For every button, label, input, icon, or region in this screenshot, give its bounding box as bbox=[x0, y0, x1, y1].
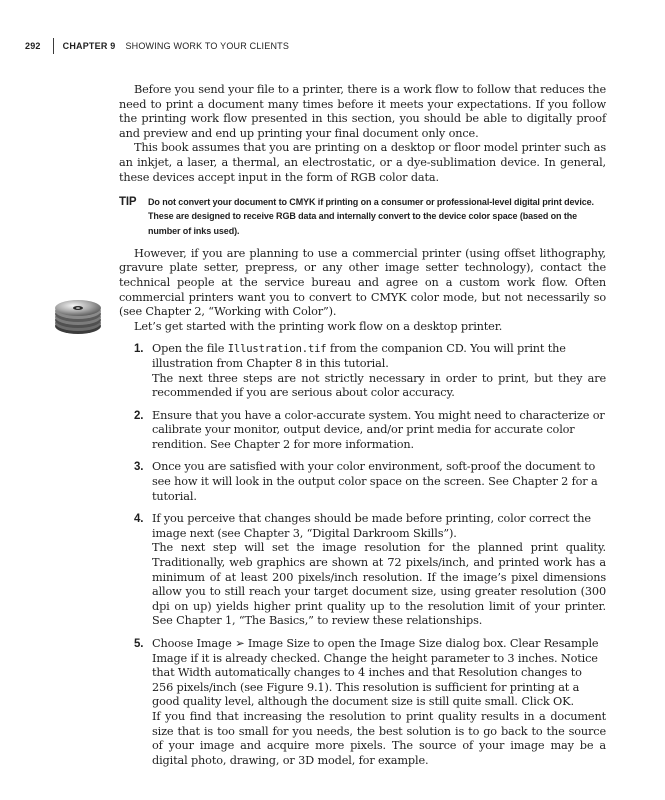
step-text: Open the file bbox=[152, 342, 228, 356]
cd-stack-icon bbox=[53, 289, 103, 337]
list-item bbox=[119, 342, 606, 371]
list-item bbox=[119, 512, 606, 541]
list-item bbox=[119, 460, 606, 504]
header-divider bbox=[53, 38, 54, 54]
page-body bbox=[119, 83, 606, 768]
paragraph: Let’s get started with the printing work flow on a desktop printer. bbox=[134, 319, 503, 333]
numbered-steps bbox=[119, 342, 606, 768]
step-text: Once you are satisfied with your color environment, soft-proof the document to see how it will look in the output color space on the screen. See Chapter 2 for a tutorial. bbox=[152, 460, 598, 503]
chapter-label: CHAPTER 9 bbox=[62, 41, 116, 51]
chapter-title: SHOWING WORK TO YOUR CLIENTS bbox=[125, 41, 290, 51]
step-number: 4. bbox=[134, 513, 144, 526]
list-item bbox=[119, 637, 606, 710]
step-note: If you find that increasing the resolution to print quality results in a document size that is too small for you needs, the best solution is to go back to the source of your image and acquire more pixels. The source of your image may be a digital photo, drawing, or 3D model, for example. bbox=[152, 709, 606, 767]
step-note: The next step will set the image resolution for the planned print quality. Traditionally, web graphics are shown at 72 pixels/inch, and printed work has a minimum of at least 200 pixels/inch resolution. If the image’s pixel dimensions allow you to still reach your target document size, using greater resolution (300 dpi on up) yields higher print quality up to the resolution limit of your printer. See Chapter 1, “The Basics,” to review these relationships. bbox=[152, 541, 606, 628]
tip-text: Do not convert your document to CMYK if printing on a consumer or professional-level digital print device. These are designed to receive RGB data and internally convert to the device color space (based on the number of inks used). bbox=[148, 197, 594, 236]
page-number: 292 bbox=[25, 41, 41, 51]
step-number: 3. bbox=[134, 461, 144, 474]
tip-label: TIP bbox=[119, 196, 137, 209]
file-name: Illustration.tif bbox=[227, 343, 327, 356]
step-text: If you perceive that changes should be made before printing, color correct the image next (see Chapter 3, “Digital Darkroom Skills”). bbox=[152, 512, 591, 540]
paragraph: Before you send your file to a printer, there is a work flow to follow that reduces the need to print a document many times before it meets your expectations. If you follow the printing work flow presented in this section, you should be able to digitally proof and preview and end up printing your final document only once. bbox=[119, 83, 606, 140]
running-header bbox=[25, 38, 289, 54]
step-text: Ensure that you have a color-accurate system. You might need to characterize or calibrate your monitor, output device, and/or print media for accurate color rendition. See Chapter 2 for more information. bbox=[152, 408, 605, 451]
step-text: from the companion CD. You will print the illustration from Chapter 8 in this tutorial. bbox=[152, 342, 566, 370]
paragraph: However, if you are planning to use a commercial printer (using offset lithography, gravure plate setter, prepress, or any other image setter technology), contact the technical people at the service bureau and agree on a custom work flow. Often commercial printers want you to convert to CMYK color mode, but not necessarily so (see Chapter 2, “Working with Color”). bbox=[119, 246, 606, 319]
list-item bbox=[119, 409, 606, 453]
step-note: The next three steps are not strictly necessary in order to print, but they are recommended if you are serious about color accuracy. bbox=[152, 371, 606, 400]
tip-box bbox=[119, 195, 606, 238]
step-text: Choose Image ➢ Image Size to open the Image Size dialog box. Clear Resample Image if it is already checked. Change the height parameter to 3 inches. Notice that Width automatically changes to 4 inches and that Resolution changes to 256 pixels/inch (see Figure 9.1). This resolution is sufficient for printing at a good quality level, although the document size is still quite small. Click OK. bbox=[152, 637, 599, 709]
step-number: 5. bbox=[134, 638, 144, 651]
step-number: 2. bbox=[134, 409, 144, 422]
step-number: 1. bbox=[134, 343, 144, 356]
paragraph: This book assumes that you are printing on a desktop or floor model printer such as an inkjet, a laser, a thermal, an electrostatic, or a dye-sublimation device. In general, these devices accept input in the form of RGB color data. bbox=[119, 141, 606, 184]
